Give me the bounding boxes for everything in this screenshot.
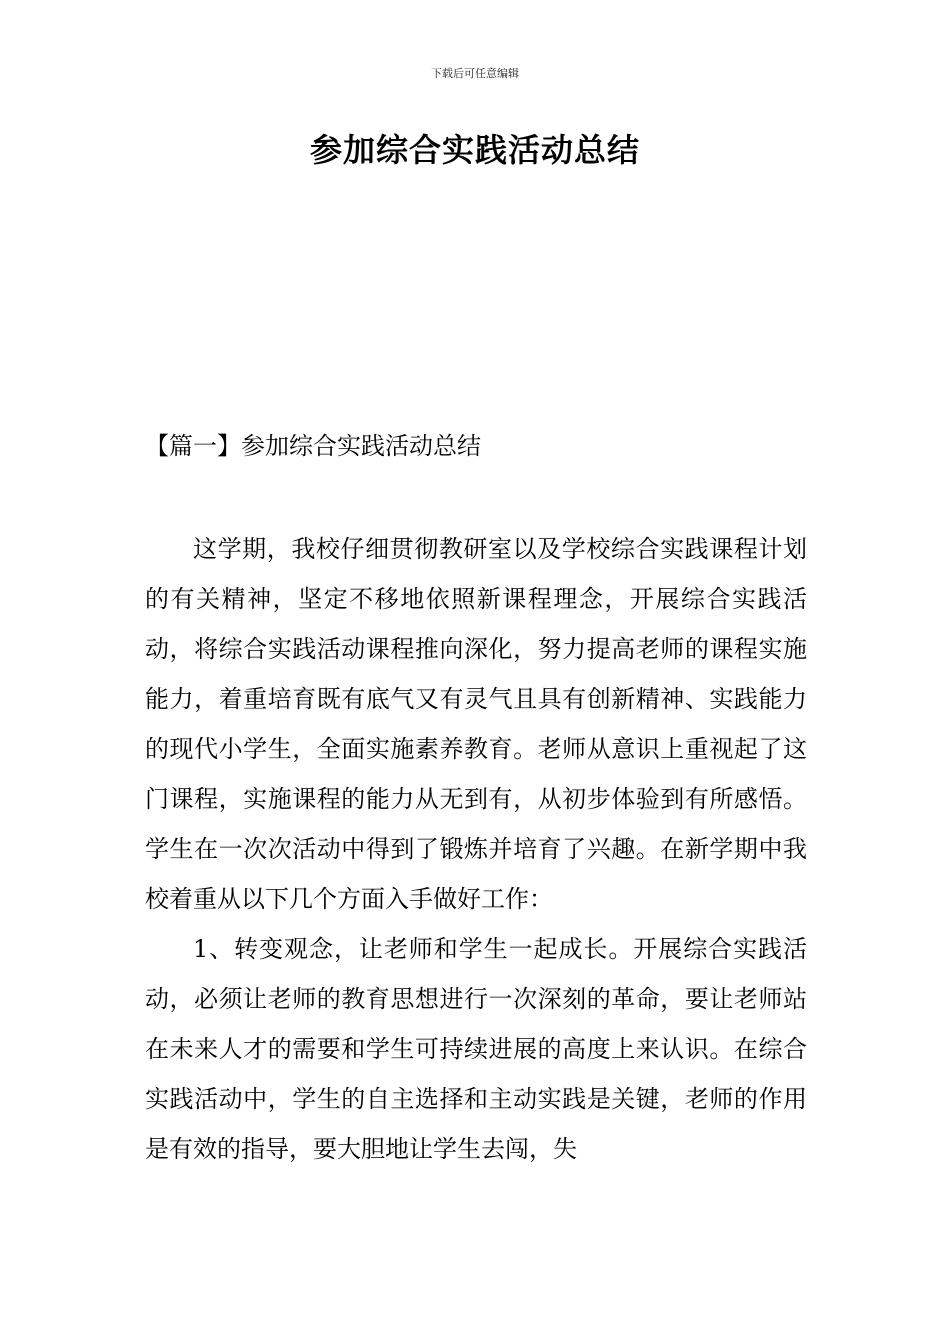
section-heading: 【篇一】参加综合实践活动总结: [145, 432, 481, 460]
paragraph: 1、转变观念，让老师和学生一起成长。开展综合实践活动，必须让老师的教育思想进行一次深刻的革命，要让老师站在未来人才的需要和学生可持续进展的高度上来认识。在综合实践活动中，学生的自主选择和主动实践是关键，老师的作用是有效的指导，要大胆地让学生去闯，失: [145, 935, 807, 1163]
paragraph: 这学期，我校仔细贯彻教研室以及学校综合实践课程计划的有关精神，坚定不移地依照新课程理念，开展综合实践活动，将综合实践活动课程推向深化，努力提高老师的课程实施能力，着重培育既有底气又有灵气且具有创新精神、实践能力的现代小学生，全面实施素养教育。老师从意识上重视起了这门课程，实施课程的能力从无到有，从初步体验到有所感悟。学生在一次次活动中得到了锻炼并培育了兴趣。在新学期中我校着重从以下几个方面入手做好工作：: [145, 535, 807, 913]
document-title: 参加综合实践活动总结: [309, 131, 640, 169]
header-note: 下载后可任意编辑: [431, 67, 519, 80]
body-text: [145, 524, 807, 1174]
